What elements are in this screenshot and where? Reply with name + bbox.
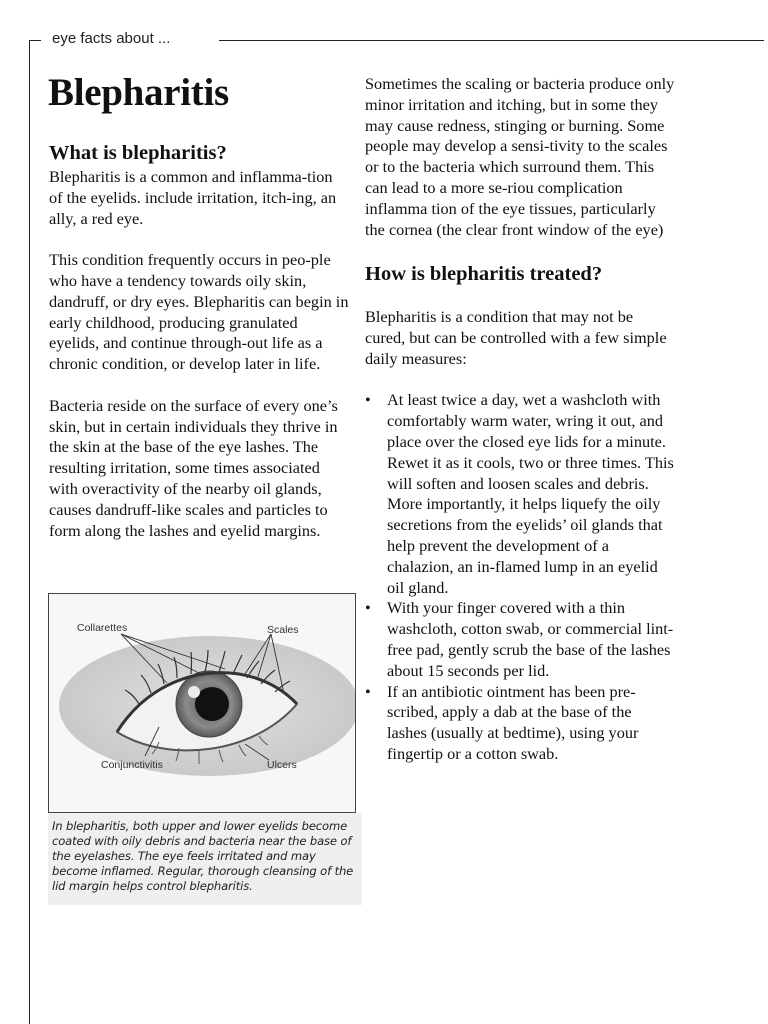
figure-caption: In blepharitis, both upper and lower eyelids become coated with oily debris and bacteria near the base of the eyelashes. The eye feels irritated and may become inflamed. Regular, thorough cleansing of the lid margin helps control blepharitis. — [52, 819, 354, 893]
right-column — [365, 74, 675, 765]
label-collarettes: Collarettes — [77, 622, 128, 634]
series-header: eye facts about ... — [52, 30, 171, 47]
eye-illustration — [48, 593, 356, 813]
frame-rule-top-right — [219, 40, 764, 41]
paragraph-definition: Blepharitis is a common and inflamma-tion of the eyelids. include irritation, itch-ing, an ally, a red eye. — [49, 167, 337, 228]
list-item-ointment: • If an antibiotic ointment has been pre-scribed, apply a dab at the base of the lashes (usually at bedtime), using your fingertip or a cotton swab. — [365, 682, 675, 765]
paragraph-symptoms: Sometimes the scaling or bacteria produce only minor irritation and itching, but in some they may cause redness, stinging or burning. Some people may develop a sensi-tivity to the scales or to the bacteria which surround them. This can lead to a more se-riou complication inflamma tion of the eye tissues, particularly the cornea (the clear front window of the eye) — [365, 74, 675, 239]
list-item-washcloth: • At least twice a day, wet a washcloth with comfortably warm water, wring it out, and place over the closed eye lids for a minute. Rewet it as it cools, two or three times. This will soften and loosen scales and debris. More importantly, it helps liquefy the oily secretions from the eyelids’ oil glands that help prevent the development of a chalazion, an in-flamed lump in an eyelid oil gland. — [365, 390, 675, 598]
section-heading-treatment: How is blepharitis treated? — [365, 263, 603, 286]
label-scales: Scales — [267, 624, 299, 636]
eye-highlight — [188, 686, 200, 698]
treatment-list — [365, 390, 675, 764]
label-conjunctivitis: Conjunctivitis — [101, 759, 163, 771]
frame-rule-top-left — [29, 40, 41, 41]
frame-rule-left — [29, 40, 30, 1024]
left-column — [49, 140, 349, 562]
label-ulcers: Ulcers — [267, 759, 297, 771]
list-item-scrub: • With your finger covered with a thin washcloth, cotton swab, or commercial lint-free pad, gently scrub the base of the lashes about 15 seconds per lid. — [365, 598, 675, 681]
pupil — [195, 687, 229, 721]
eye-figure — [48, 593, 362, 910]
section-heading-what: What is blepharitis? — [49, 142, 227, 164]
page-title: Blepharitis — [48, 71, 229, 114]
paragraph-treatment-intro: Blepharitis is a condition that may not be cured, but can be controlled with a few simple daily measures: — [365, 307, 667, 368]
paragraph-occurrence: This condition frequently occurs in peo-ple who have a tendency towards oily skin, dandruff, or dry eyes. Blepharitis can begin in early childhood, producing granulated eyelids, and continue through-out life as a chronic condition, or develop later in life. — [49, 250, 349, 374]
caption-area — [48, 813, 362, 905]
paragraph-bacteria: Bacteria reside on the surface of every one’s skin, but in certain individuals they thrive in the skin at the base of the eye lashes. The resulting irritation, some times associated with overactivity of the nearby oil glands, causes dandruff-like scales and particles to form along the lashes and eyelid margins. — [49, 395, 338, 540]
